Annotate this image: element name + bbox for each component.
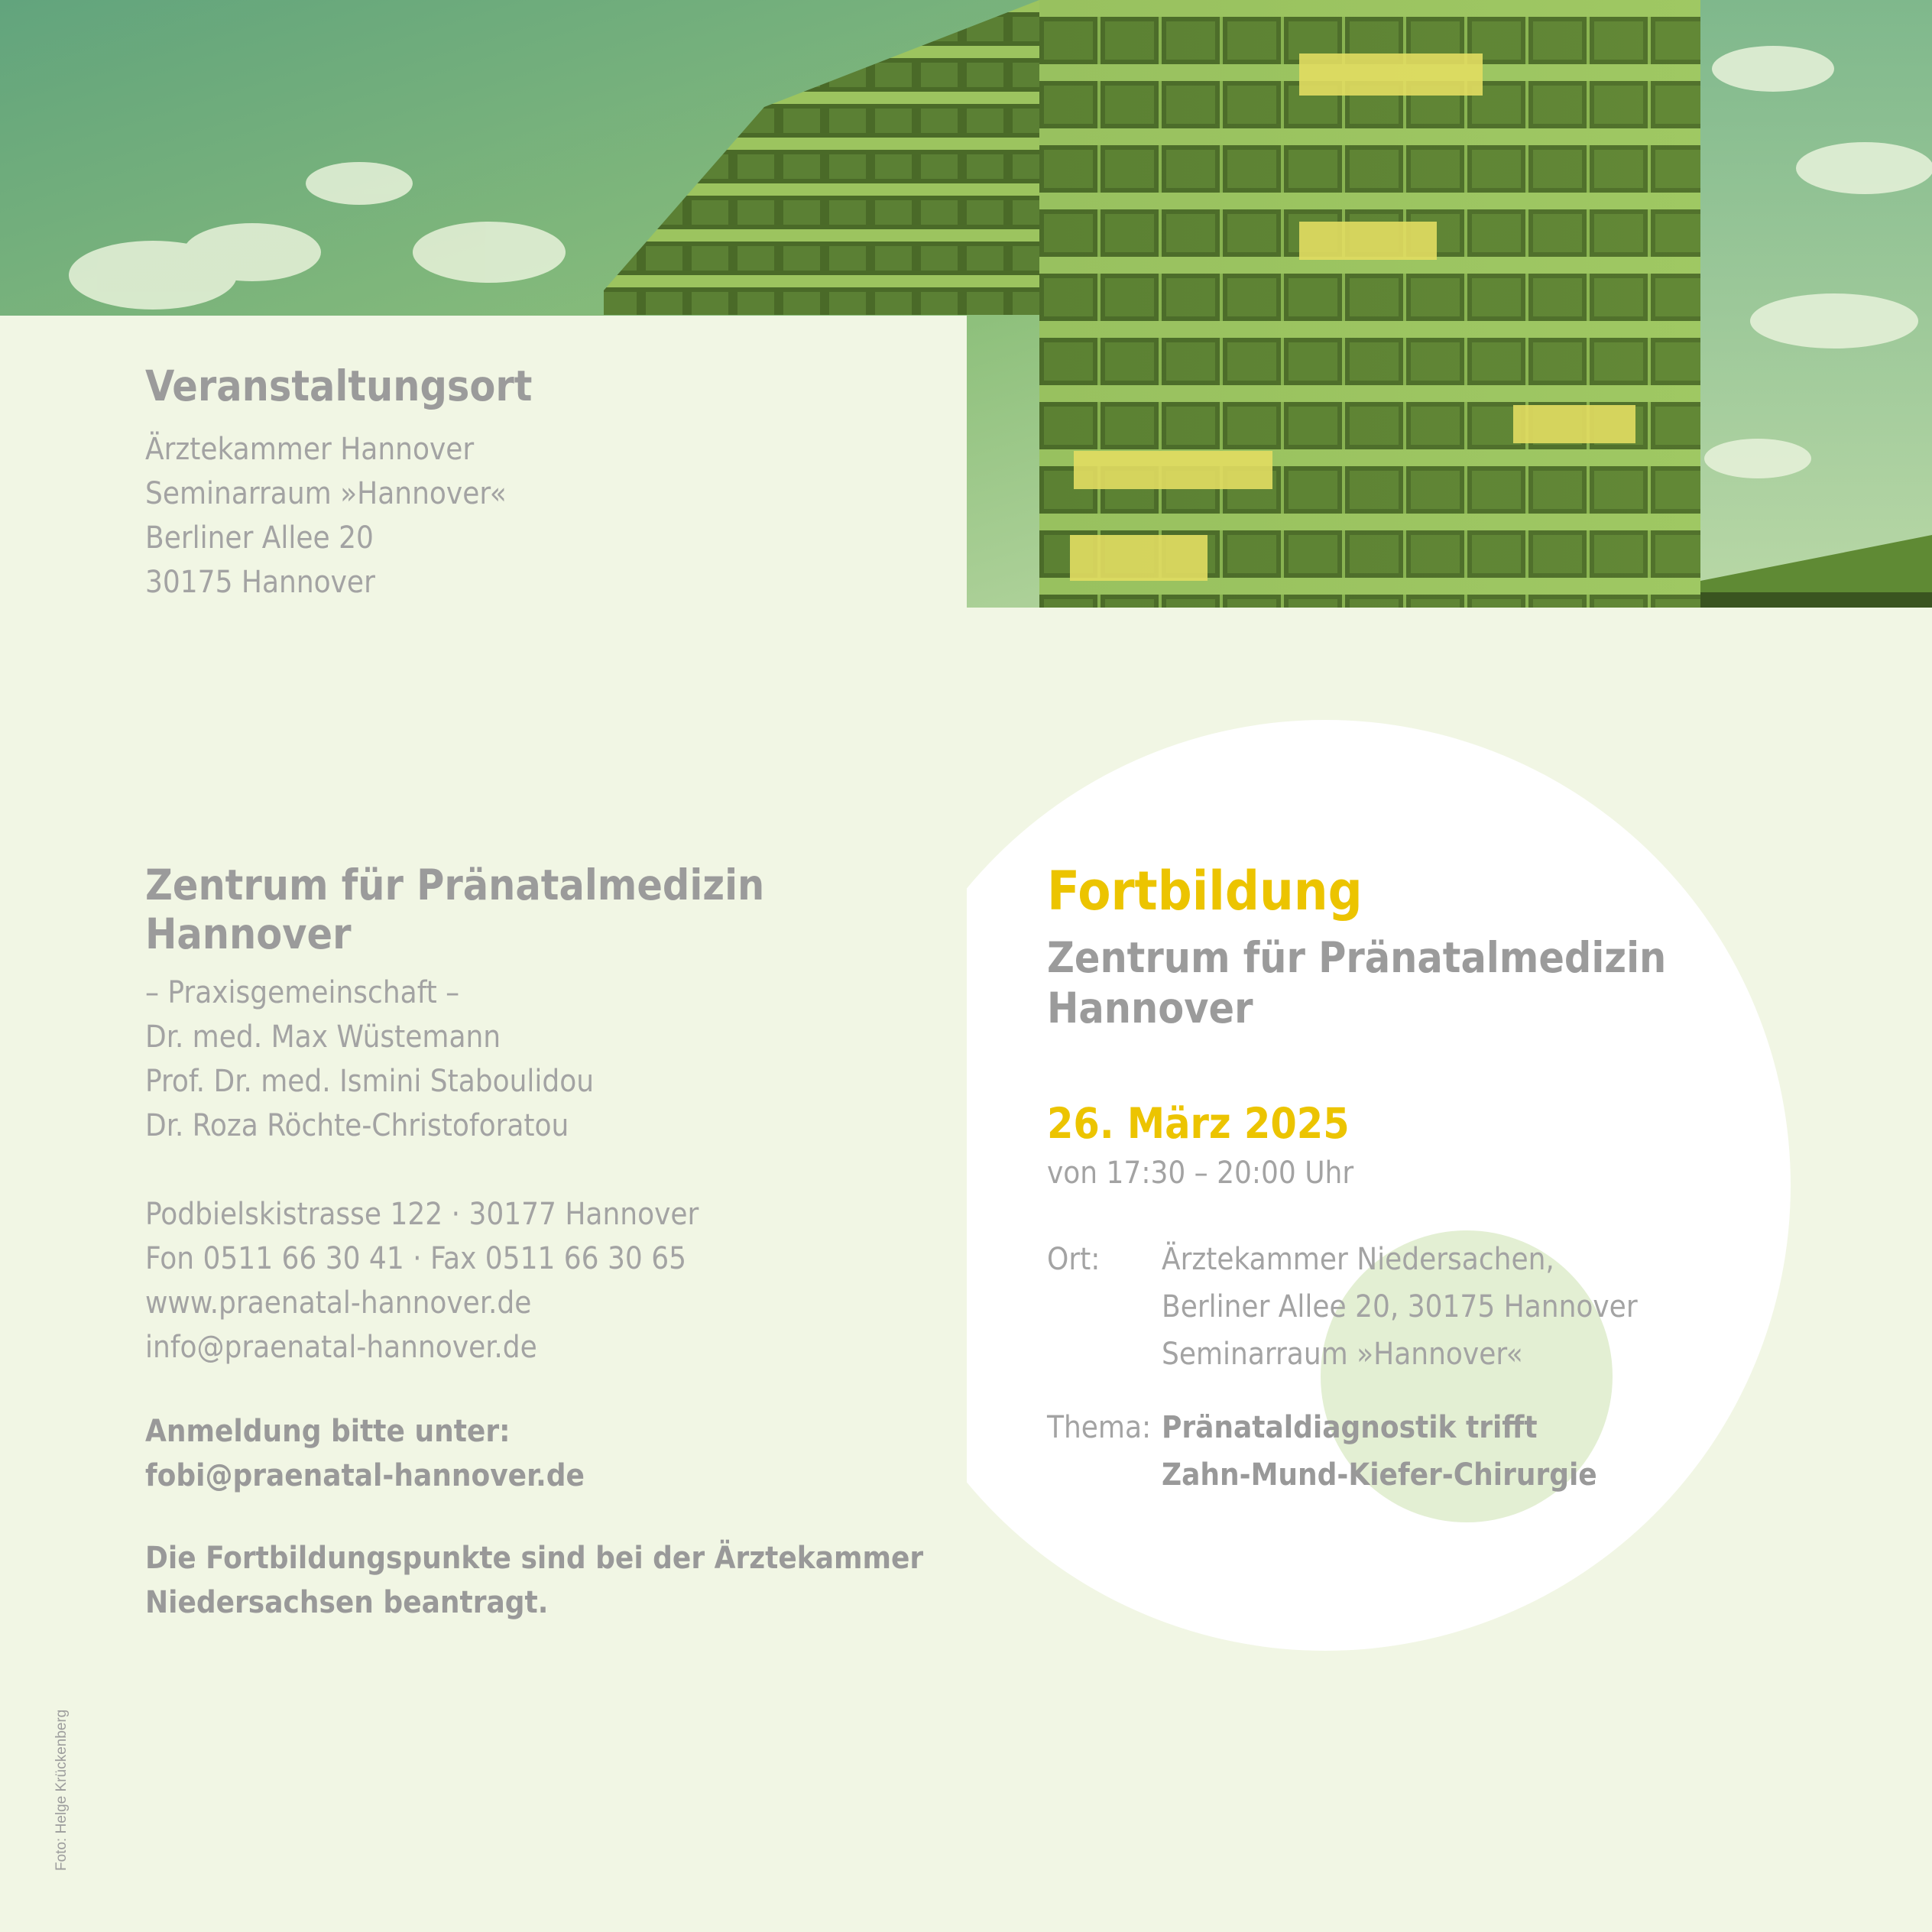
venue-heading: Veranstaltungsort <box>145 361 533 410</box>
event-date: 26. März 2025 <box>1047 1099 1350 1148</box>
practice-address: Podbielskistrasse 122 · 30177 Hannover <box>145 1197 699 1232</box>
event-org: Zentrum für Pränatalmedizin <box>1047 933 1667 982</box>
topic-line: Pränataldiagnostik trifft <box>1162 1410 1538 1445</box>
topic-line: Zahn-Mund-Kiefer-Chirurgie <box>1162 1457 1597 1493</box>
venue-block <box>145 361 532 605</box>
event-time: von 17:30 – 20:00 Uhr <box>1047 1156 1354 1191</box>
registration-email-link[interactable]: fobi@praenatal-hannover.de <box>145 1458 585 1493</box>
event-place-lines <box>1162 1236 1638 1378</box>
practice-block <box>145 861 923 1625</box>
doctor-name: Dr. med. Max Wüstemann <box>145 1019 501 1055</box>
event-topic-row <box>1047 1404 1151 1451</box>
topic-label: Thema: <box>1047 1410 1152 1445</box>
place-label: Ort: <box>1047 1242 1101 1277</box>
photo-credit: Foto: Helge Krückenberg <box>53 1709 70 1871</box>
practice-phone: Fon 0511 66 30 41 · Fax 0511 66 30 65 <box>145 1241 686 1276</box>
practice-email-link[interactable]: info@praenatal-hannover.de <box>145 1330 537 1365</box>
points-note: Die Fortbildungspunkte sind bei der Ärztekammer <box>145 1541 924 1576</box>
doctor-name: Prof. Dr. med. Ismini Staboulidou <box>145 1064 595 1099</box>
event-kicker: Fortbildung <box>1047 860 1363 922</box>
practice-name: Zentrum für Pränatalmedizin <box>145 861 765 909</box>
registration-label: Anmeldung bitte unter: <box>145 1414 511 1449</box>
doctor-name: Dr. Roza Röchte-Christoforatou <box>145 1108 569 1143</box>
place-line: Seminarraum »Hannover« <box>1162 1337 1523 1372</box>
event-topic-lines <box>1162 1404 1597 1499</box>
event-block <box>1047 861 1666 1197</box>
event-org-city: Hannover <box>1047 984 1253 1032</box>
practice-subtitle: – Praxisgemeinschaft – <box>145 975 460 1010</box>
place-line: Ärztekammer Niedersachen, <box>1162 1242 1554 1277</box>
venue-line: Ärztekammer Hannover <box>145 432 475 467</box>
practice-name-city: Hannover <box>145 909 352 958</box>
place-line: Berliner Allee 20, 30175 Hannover <box>1162 1289 1638 1324</box>
practice-website-link[interactable]: www.praenatal-hannover.de <box>145 1285 532 1321</box>
venue-line: 30175 Hannover <box>145 565 375 600</box>
points-note-2: Niedersachsen beantragt. <box>145 1585 549 1620</box>
venue-line: Berliner Allee 20 <box>145 520 374 556</box>
venue-line: Seminarraum »Hannover« <box>145 476 507 511</box>
event-place-row <box>1047 1236 1100 1283</box>
